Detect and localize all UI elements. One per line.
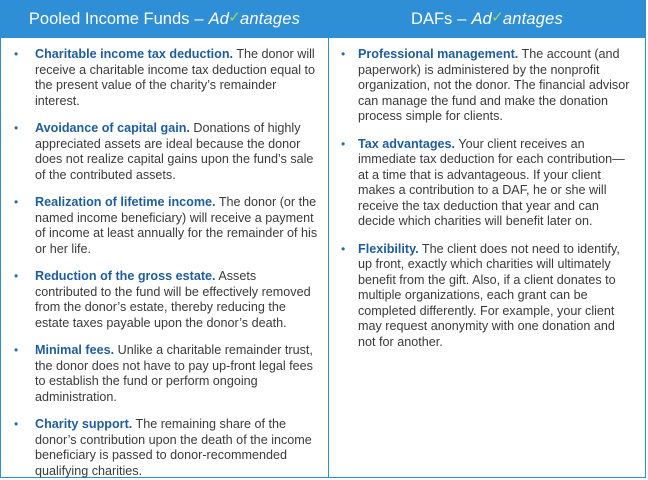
pooled-income-funds-header (1, 1, 328, 38)
advantages-part-b: antages (502, 10, 563, 28)
bullet-icon: • (341, 241, 346, 256)
header-advantages (471, 10, 563, 29)
list-item (1, 195, 328, 257)
list-item (329, 137, 645, 230)
list-item (1, 121, 328, 183)
header-title: Pooled Income Funds (28, 10, 190, 28)
header-advantages (209, 10, 301, 29)
list-item (1, 343, 328, 405)
list-item (1, 47, 328, 109)
item-term: Professional management. (358, 47, 519, 61)
item-text: The donor (or the named income beneficiary) will receive a payment of income at least annually for the remainder of his or her life. (35, 195, 318, 256)
item-term: Flexibility. (358, 241, 419, 256)
list-item (1, 417, 328, 479)
item-text: The client does not need to identify, up front, exactly which charities will ultimately benefit from the gift. Also, if a client donates to multiple organizations, each grant can be completed differently. For example, your client may request anonymity with one donation and not for another. (358, 241, 620, 349)
bullet-icon: • (14, 47, 19, 61)
dafs-column (329, 1, 645, 477)
bullet-icon: • (14, 269, 19, 283)
item-term: Avoidance of capital gain. (35, 121, 190, 135)
bullet-icon: • (14, 343, 19, 357)
item-text: Assets contributed to the fund will be effectively removed from the donor’s estate, thereby reducing the estate taxes payable upon the donor’s death. (35, 269, 311, 330)
header-dash: – (194, 10, 204, 28)
checkmark-icon: ✓ (228, 9, 241, 26)
dafs-advantages-list (329, 38, 645, 350)
list-item (1, 269, 328, 331)
list-item (329, 242, 645, 351)
checkmark-icon: ✓ (491, 9, 504, 26)
item-term: Charity support. (35, 417, 133, 431)
item-term: Realization of lifetime income. (35, 195, 216, 209)
bullet-icon: • (341, 136, 346, 151)
item-text: The remaining share of the donor’s contribution upon the death of the income beneficiary is passed to donor-recommended qualifying charities. (35, 417, 312, 478)
bullet-icon: • (14, 195, 19, 209)
advantages-part-a: Ad (208, 10, 230, 28)
item-text: The donor will receive a charitable income tax deduction equal to the present value of the charity’s remainder interest. (35, 47, 316, 108)
item-term: Reduction of the gross estate. (35, 269, 216, 283)
item-text: Donations of highly appreciated assets are ideal because the donor does not realize capital gains upon the fund’s sale of the contributed assets. (35, 121, 314, 182)
bullet-icon: • (341, 47, 346, 61)
pooled-income-funds-column (1, 1, 329, 477)
bullet-icon: • (14, 121, 19, 135)
advantages-part-a: Ad (471, 10, 493, 28)
item-term: Minimal fees. (35, 343, 115, 357)
bullet-icon: • (14, 417, 19, 431)
list-item (329, 47, 645, 125)
item-term: Tax advantages. (358, 136, 456, 151)
item-term: Charitable income tax deduction. (35, 47, 234, 61)
pooled-income-advantages-list (1, 38, 328, 479)
header-dash: – (457, 10, 467, 28)
item-text: The account (and paperwork) is administered by the nonprofit organization, not the donor. The financial advisor can manage the fund and make the donation process simple for clients. (358, 47, 630, 123)
header-title: DAFs (411, 10, 453, 28)
item-text: Unlike a charitable remainder trust, the donor does not have to pay up-front legal fees to establish the fund or perform ongoing administration. (35, 343, 313, 404)
advantages-part-b: antages (239, 10, 301, 28)
item-text: Your client receives an immediate tax deduction for each contribution—at a time that is advantageous. If your client makes a contribution to a DAF, he or she will receive the tax deduction that year and can decide which charities will benefit later on. (358, 136, 625, 228)
dafs-header (329, 1, 645, 38)
